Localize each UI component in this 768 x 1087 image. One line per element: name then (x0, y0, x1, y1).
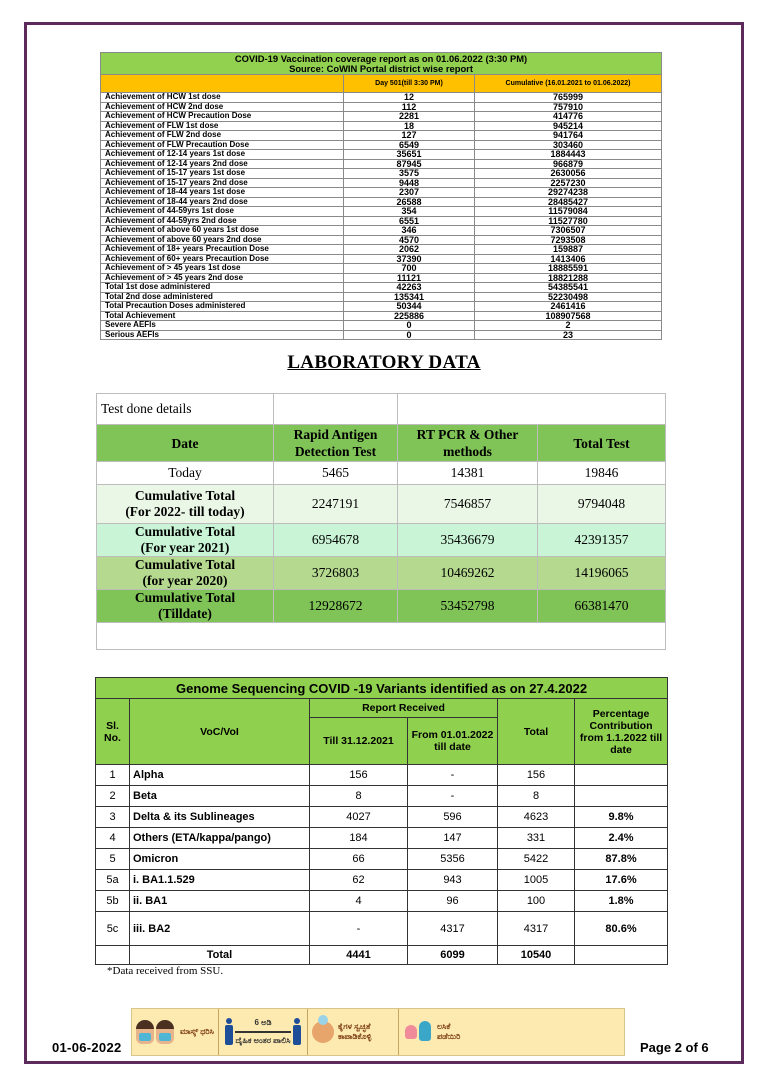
table-row (97, 485, 666, 524)
handwash-icon (312, 1021, 334, 1043)
lab-rapid-value: 6954678 (274, 524, 398, 557)
genome-variant-name: Delta & its Sublineages (130, 807, 310, 828)
table-row (101, 188, 662, 198)
vaccination-label: Achievement of HCW 1st dose (101, 93, 344, 103)
vaccination-cumulative-value: 966879 (475, 159, 662, 169)
genome-total-value: 8 (498, 786, 575, 807)
lab-row-label-line1: Cumulative Total (134, 557, 236, 572)
lab-rapid-value: 2247191 (274, 485, 398, 524)
genome-from-value: 4317 (408, 912, 498, 946)
vaccination-label: Achievement of FLW 2nd dose (101, 131, 344, 141)
genome-sl: 4 (96, 828, 130, 849)
vaccination-day-value: 127 (344, 131, 475, 141)
vaccination-label: Achievement of 18+ years Precaution Dose (101, 245, 344, 255)
genome-sl: 3 (96, 807, 130, 828)
vaccination-cumulative-value: 2 (475, 321, 662, 331)
lab-row-label-line1: Cumulative Total (134, 590, 236, 605)
table-row (101, 245, 662, 255)
vaccination-cumulative-value: 28485427 (475, 197, 662, 207)
vaccination-cumulative-value: 11527780 (475, 216, 662, 226)
lab-rtpcr-value: 10469262 (398, 557, 538, 590)
lab-total-value: 9794048 (538, 485, 666, 524)
genome-from-value: - (408, 765, 498, 786)
vaccination-label: Achievement of 18-44 years 2nd dose (101, 197, 344, 207)
lab-row-label-line1: Today (168, 465, 202, 480)
vaccination-day-value: 37390 (344, 254, 475, 264)
distance-top-text: 6 ಅಡಿ (254, 1018, 272, 1027)
vaccination-label: Achievement of > 45 years 2nd dose (101, 273, 344, 283)
genome-pct-value: 2.4% (575, 828, 668, 849)
person-icon (293, 1018, 301, 1046)
lab-rapid-value: 3726803 (274, 557, 398, 590)
masked-face-icon (156, 1020, 174, 1044)
lab-row-label (97, 590, 274, 623)
table-row (101, 93, 662, 103)
vaccination-cumulative-value: 11579084 (475, 207, 662, 217)
handwash-segment (308, 1009, 399, 1055)
vaccination-day-value: 11121 (344, 273, 475, 283)
genome-header-pct: Percentage Contribution from 1.1.2022 till date (575, 699, 668, 765)
genome-total-value: 156 (498, 765, 575, 786)
vaccination-title: COVID-19 Vaccination coverage report as on 01.06.2022 (3:30 PM) Source: CoWIN Portal district wise report (101, 53, 662, 75)
vaccination-label: Achievement of FLW 1st dose (101, 121, 344, 131)
genome-header-from: From 01.01.2022 till date (408, 718, 498, 765)
genome-table (95, 677, 668, 965)
genome-sl: 5 (96, 849, 130, 870)
vaccination-cumulative-value: 757910 (475, 102, 662, 112)
genome-sl: 5b (96, 891, 130, 912)
lab-row-label-line2: (For year 2021) (140, 540, 230, 555)
vaccination-day-value: 135341 (344, 292, 475, 302)
genome-total-value: 331 (498, 828, 575, 849)
vaccination-cumulative-value: 2257230 (475, 178, 662, 188)
lab-rtpcr-value: 53452798 (398, 590, 538, 623)
genome-from-value: 596 (408, 807, 498, 828)
genome-total-total: 10540 (498, 946, 575, 965)
vaccination-day-value: 6549 (344, 140, 475, 150)
genome-sl: 5c (96, 912, 130, 946)
table-row (101, 150, 662, 160)
genome-variant-name: Alpha (130, 765, 310, 786)
genome-total-from: 6099 (408, 946, 498, 965)
vaccination-label: Achievement of 18-44 years 1st dose (101, 188, 344, 198)
genome-sl: 5a (96, 870, 130, 891)
vaccination-day-value: 700 (344, 264, 475, 274)
genome-sl: 1 (96, 765, 130, 786)
vaccination-label: Achievement of above 60 years 1st dose (101, 226, 344, 236)
table-row (96, 912, 668, 946)
laboratory-caption-blank (398, 394, 666, 425)
genome-total-till: 4441 (310, 946, 408, 965)
vaccination-day-value: 35651 (344, 150, 475, 160)
vaccination-label: Serious AEFIs (101, 330, 344, 340)
vaccination-cumulative-value: 52230498 (475, 292, 662, 302)
table-row (101, 112, 662, 122)
vaccination-label: Achievement of 15-17 years 2nd dose (101, 178, 344, 188)
lab-header-rtpcr: RT PCR & Other methods (398, 425, 538, 462)
genome-from-value: 5356 (408, 849, 498, 870)
vaccination-label: Achievement of 44-59yrs 2nd dose (101, 216, 344, 226)
lab-row-label-line1: Cumulative Total (134, 488, 236, 503)
table-row (101, 311, 662, 321)
genome-header-report: Report Received (310, 699, 498, 718)
lab-row-label-line1: Cumulative Total (134, 524, 236, 539)
table-row (97, 462, 666, 485)
table-row (97, 590, 666, 623)
genome-from-value: - (408, 786, 498, 807)
vaccination-day-value: 112 (344, 102, 475, 112)
vaccination-label: Achievement of above 60 years 2nd dose (101, 235, 344, 245)
mask-segment (132, 1009, 219, 1055)
lab-total-value: 66381470 (538, 590, 666, 623)
laboratory-blank-row (97, 623, 666, 650)
vaccination-cumulative-value: 18885591 (475, 264, 662, 274)
footer-date: 01-06-2022 (52, 1040, 122, 1055)
vaccination-day-value: 354 (344, 207, 475, 217)
genome-from-value: 943 (408, 870, 498, 891)
vaccination-day-value: 9448 (344, 178, 475, 188)
genome-header-total: Total (498, 699, 575, 765)
lab-rtpcr-value: 7546857 (398, 485, 538, 524)
vaccine-segment (399, 1009, 477, 1055)
vaccination-cumulative-value: 108907568 (475, 311, 662, 321)
genome-header-till: Till 31.12.2021 (310, 718, 408, 765)
vaccination-label: Achievement of 60+ years Precaution Dose (101, 254, 344, 264)
vaccination-cumulative-value: 941764 (475, 131, 662, 141)
vaccination-day-value: 6551 (344, 216, 475, 226)
lab-rtpcr-value: 14381 (398, 462, 538, 485)
lab-rapid-value: 12928672 (274, 590, 398, 623)
distance-arrow-icon (235, 1031, 291, 1033)
lab-total-value: 14196065 (538, 557, 666, 590)
vaccination-day-value: 18 (344, 121, 475, 131)
vaccination-icon (403, 1019, 433, 1045)
vaccination-label: Achievement of HCW Precaution Dose (101, 112, 344, 122)
vaccination-label: Total Achievement (101, 311, 344, 321)
distance-bottom-text: ದೈಹಿಕ ಅಂತರ ಪಾಲಿಸಿ (235, 1036, 291, 1045)
genome-pct-value: 80.6% (575, 912, 668, 946)
genome-till-value: 4 (310, 891, 408, 912)
lab-total-value: 19846 (538, 462, 666, 485)
lab-row-label-line2: (Tilldate) (158, 606, 212, 621)
genome-till-value: 156 (310, 765, 408, 786)
vaccination-label: Achievement of 15-17 years 1st dose (101, 169, 344, 179)
laboratory-table (96, 393, 666, 650)
distance-segment (219, 1009, 308, 1055)
lab-total-value: 42391357 (538, 524, 666, 557)
genome-header-slno: Sl. No. (96, 699, 130, 765)
genome-till-value: 8 (310, 786, 408, 807)
vaccination-label: Achievement of 12-14 years 2nd dose (101, 159, 344, 169)
genome-pct-value (575, 765, 668, 786)
genome-till-value: - (310, 912, 408, 946)
vaccination-day-value: 4570 (344, 235, 475, 245)
genome-variant-name: Others (ETA/kappa/pango) (130, 828, 310, 849)
genome-total-value: 5422 (498, 849, 575, 870)
vaccination-cumulative-value: 18821288 (475, 273, 662, 283)
table-row (101, 207, 662, 217)
table-row (101, 330, 662, 340)
vaccination-day-value: 2281 (344, 112, 475, 122)
vaccination-cumulative-value: 2630056 (475, 169, 662, 179)
genome-till-value: 184 (310, 828, 408, 849)
masked-face-icon (136, 1020, 154, 1044)
table-row (96, 786, 668, 807)
vaccination-day-value: 0 (344, 330, 475, 340)
lab-rtpcr-value: 35436679 (398, 524, 538, 557)
covid-behaviour-banner (131, 1008, 625, 1056)
vaccination-cumulative-value: 765999 (475, 93, 662, 103)
vaccination-day-value: 225886 (344, 311, 475, 321)
table-row (96, 807, 668, 828)
genome-total-value: 100 (498, 891, 575, 912)
laboratory-caption-blank (274, 394, 398, 425)
vaccination-day-value: 50344 (344, 302, 475, 312)
vaccination-label: Achievement of FLW Precaution Dose (101, 140, 344, 150)
vaccination-cumulative-value: 159887 (475, 245, 662, 255)
vaccination-day-value: 2062 (344, 245, 475, 255)
vaccination-day-value: 2307 (344, 188, 475, 198)
vaccination-cumulative-value: 54385541 (475, 283, 662, 293)
distance-block (235, 1018, 291, 1046)
vaccine-text: ಲಸಿಕೆ ಪಡೆಯಿರಿ (437, 1022, 461, 1041)
genome-pct-value: 1.8% (575, 891, 668, 912)
genome-pct-value: 9.8% (575, 807, 668, 828)
table-row (97, 524, 666, 557)
vaccination-cumulative-value: 303460 (475, 140, 662, 150)
genome-variant-name: Beta (130, 786, 310, 807)
vaccination-label: Achievement of > 45 years 1st dose (101, 264, 344, 274)
table-row (96, 870, 668, 891)
vaccination-header-cumulative: Cumulative (16.01.2021 to 01.06.2022) (475, 75, 662, 93)
genome-from-value: 147 (408, 828, 498, 849)
lab-row-label-line2: (For 2022- till today) (125, 504, 245, 519)
vaccination-day-value: 346 (344, 226, 475, 236)
table-row (101, 169, 662, 179)
genome-header-voc: VoC/VoI (130, 699, 310, 765)
genome-variant-name: ii. BA1 (130, 891, 310, 912)
genome-till-value: 4027 (310, 807, 408, 828)
genome-variant-name: Omicron (130, 849, 310, 870)
vaccination-label: Total 1st dose administered (101, 283, 344, 293)
table-row (96, 849, 668, 870)
table-row (101, 264, 662, 274)
vaccination-label: Total Precaution Doses administered (101, 302, 344, 312)
genome-total-label: Total (130, 946, 310, 965)
laboratory-heading: LABORATORY DATA (287, 352, 481, 373)
handwash-text: ಕೈಗಳ ಸ್ವಚ್ಛತೆ ಕಾಪಾಡಿಕೊಳ್ಳಿ (338, 1022, 372, 1041)
vaccination-cumulative-value: 7306507 (475, 226, 662, 236)
lab-row-label (97, 557, 274, 590)
vaccination-label: Total 2nd dose administered (101, 292, 344, 302)
genome-variant-name: i. BA1.1.529 (130, 870, 310, 891)
vaccination-label: Achievement of HCW 2nd dose (101, 102, 344, 112)
vaccination-header-blank (101, 75, 344, 93)
vaccination-day-value: 0 (344, 321, 475, 331)
lab-row-label-line2: (for year 2020) (142, 573, 228, 588)
mask-text: ಮಾಸ್ಕ್ ಧರಿಸಿ (180, 1027, 214, 1036)
lab-header-rapid: Rapid Antigen Detection Test (274, 425, 398, 462)
table-row (96, 765, 668, 786)
footnote: *Data received from SSU. (107, 965, 224, 977)
vaccination-cumulative-value: 414776 (475, 112, 662, 122)
vaccination-cumulative-value: 1413406 (475, 254, 662, 264)
table-row (101, 283, 662, 293)
table-row (101, 321, 662, 331)
vaccination-cumulative-value: 23 (475, 330, 662, 340)
lab-header-date: Date (97, 425, 274, 462)
table-row (101, 302, 662, 312)
vaccination-header-day: Day 501(till 3:30 PM) (344, 75, 475, 93)
table-row (96, 891, 668, 912)
vaccination-table (100, 52, 662, 340)
table-row (96, 828, 668, 849)
genome-pct-value: 87.8% (575, 849, 668, 870)
lab-row-label (97, 462, 274, 485)
lab-rapid-value: 5465 (274, 462, 398, 485)
vaccination-cumulative-value: 29274238 (475, 188, 662, 198)
genome-variant-name: iii. BA2 (130, 912, 310, 946)
vaccination-day-value: 12 (344, 93, 475, 103)
table-row (101, 226, 662, 236)
genome-sl: 2 (96, 786, 130, 807)
vaccination-day-value: 26588 (344, 197, 475, 207)
genome-pct-value (575, 786, 668, 807)
genome-till-value: 66 (310, 849, 408, 870)
person-icon (225, 1018, 233, 1046)
table-row (97, 557, 666, 590)
vaccination-day-value: 87945 (344, 159, 475, 169)
vaccination-cumulative-value: 1884443 (475, 150, 662, 160)
vaccination-cumulative-value: 945214 (475, 121, 662, 131)
genome-total-blank (96, 946, 130, 965)
vaccination-label: Achievement of 44-59yrs 1st dose (101, 207, 344, 217)
lab-row-label (97, 485, 274, 524)
genome-total-value: 4317 (498, 912, 575, 946)
vaccination-cumulative-value: 2461416 (475, 302, 662, 312)
table-row (101, 131, 662, 141)
vaccination-cumulative-value: 7293508 (475, 235, 662, 245)
vaccination-label: Achievement of 12-14 years 1st dose (101, 150, 344, 160)
page-number: Page 2 of 6 (640, 1040, 709, 1055)
vaccination-day-value: 3575 (344, 169, 475, 179)
vaccination-label: Severe AEFIs (101, 321, 344, 331)
genome-total-value: 4623 (498, 807, 575, 828)
laboratory-caption: Test done details (97, 394, 274, 425)
genome-from-value: 96 (408, 891, 498, 912)
lab-header-total: Total Test (538, 425, 666, 462)
genome-till-value: 62 (310, 870, 408, 891)
vaccination-day-value: 42263 (344, 283, 475, 293)
lab-row-label (97, 524, 274, 557)
genome-title: Genome Sequencing COVID -19 Variants identified as on 27.4.2022 (96, 678, 668, 699)
genome-pct-value: 17.6% (575, 870, 668, 891)
genome-total-value: 1005 (498, 870, 575, 891)
genome-total-pct (575, 946, 668, 965)
